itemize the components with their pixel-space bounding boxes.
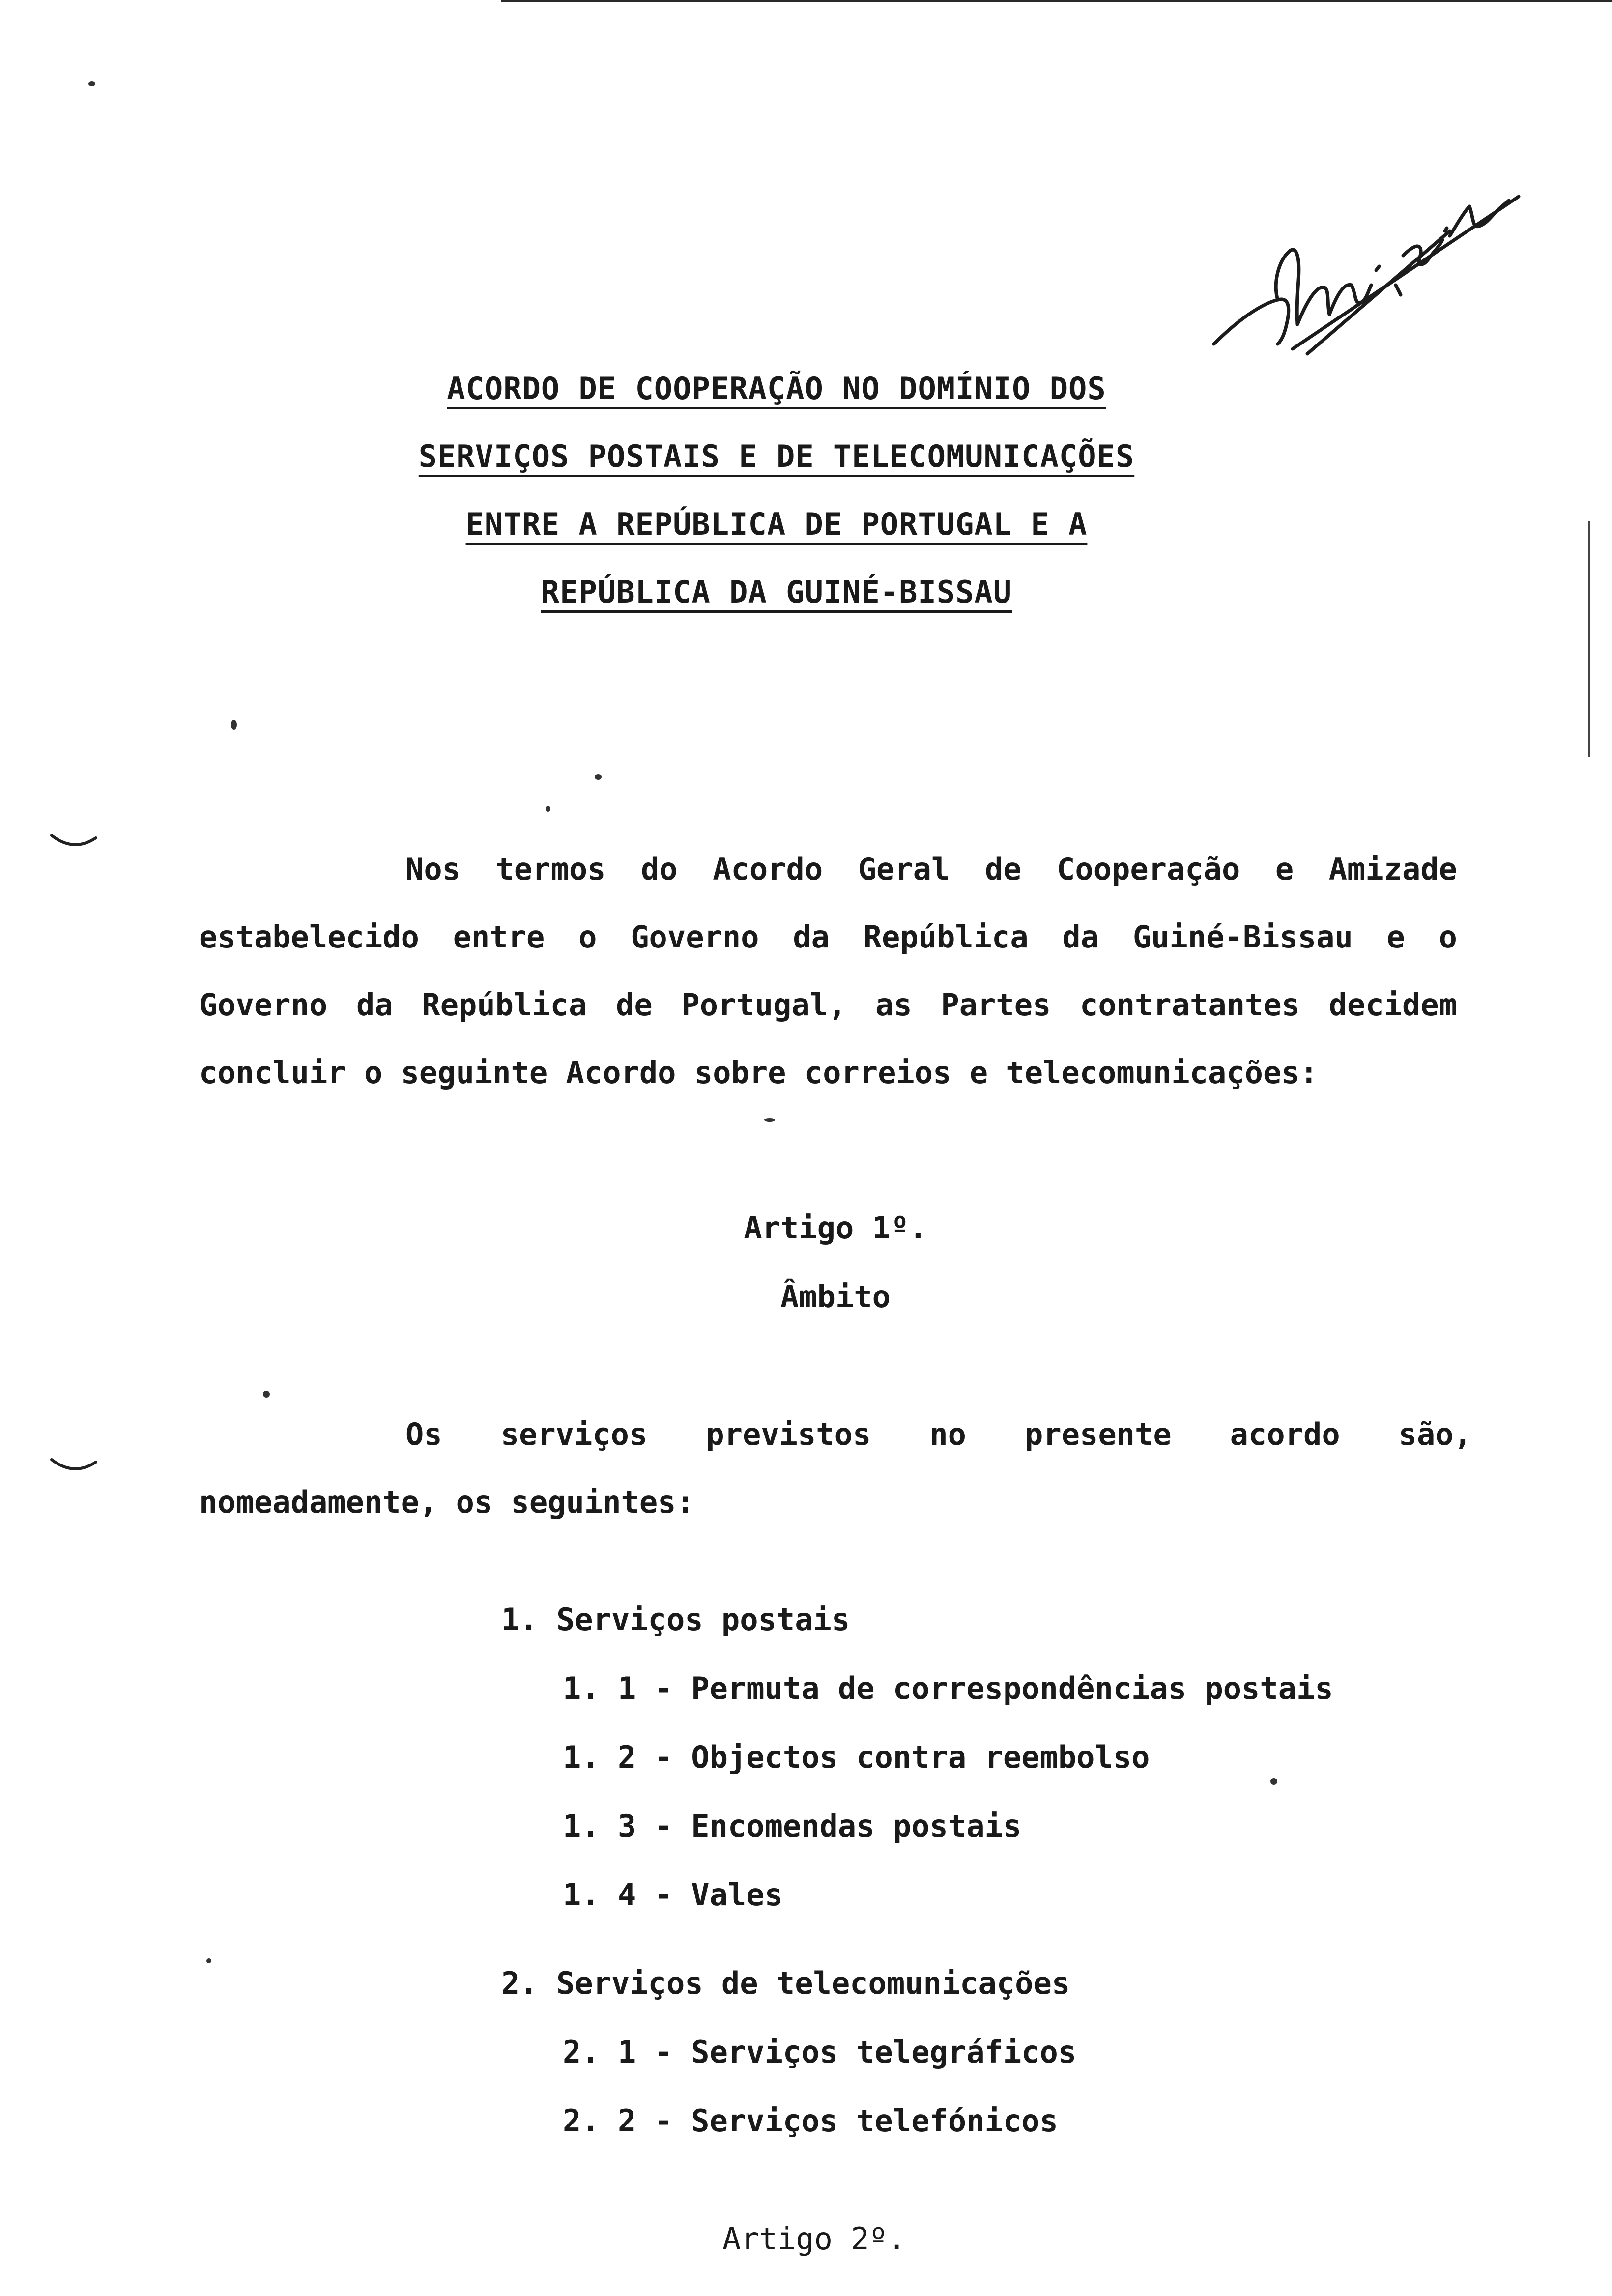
title-line-3: ENTRE A REPÚBLICA DE PORTUGAL E A [465,506,1088,542]
handwritten-signature [1204,138,1528,373]
list-item: 1. 4 - Vales [563,1877,783,1913]
list-item: 1. Serviços postais [501,1602,850,1637]
margin-arc [49,831,98,855]
title-line-1: ACORDO DE COOPERAÇÃO NO DOMÍNIO DOS [447,371,1106,406]
article-2-heading: Artigo 2º. [722,2221,906,2257]
scan-speck [206,1958,211,1963]
article-1-intro: Os serviços previstos no presente acordo são, nomeadamente, os seguintes: [199,1416,1472,1520]
list-item: 1. 1 - Permuta de correspondências postais [563,1670,1333,1706]
list-item: 1. 2 - Objectos contra reembolso [563,1739,1150,1775]
margin-arc [49,1455,98,1479]
scan-speck [595,774,602,780]
article-1-heading: Artigo 1º. [744,1210,927,1246]
list-item: 2. Serviços de telecomunicações [501,1965,1070,2001]
scan-speck [764,1118,775,1122]
scan-speck [231,720,237,730]
list-item: 2. 2 - Serviços telefónicos [563,2103,1058,2139]
title-line-4: REPÚBLICA DA GUINÉ-BISSAU [541,574,1012,610]
top-edge-rule [501,0,1612,2]
scan-speck [1270,1778,1277,1785]
scan-speck [546,806,550,812]
margin-mark [1588,521,1590,757]
article-1-title: Âmbito [780,1279,891,1315]
document-title [374,373,1180,645]
scan-speck [263,1391,270,1398]
scan-speck [88,81,95,86]
list-item: 1. 3 - Encomendas postais [563,1808,1022,1844]
title-line-2: SERVIÇOS POSTAIS E DE TELECOMUNICAÇÕES [418,438,1135,474]
preamble-paragraph: Nos termos do Acordo Geral de Cooperação e Amizade estabelecido entre o Governo da República da Guiné-Bissau e o Governo da República de Portugal, as Partes contratantes decidem concluir o seguinte Acordo sobre correios e telecomunicações: [199,851,1457,1091]
list-item: 2. 1 - Serviços telegráficos [563,2034,1077,2070]
